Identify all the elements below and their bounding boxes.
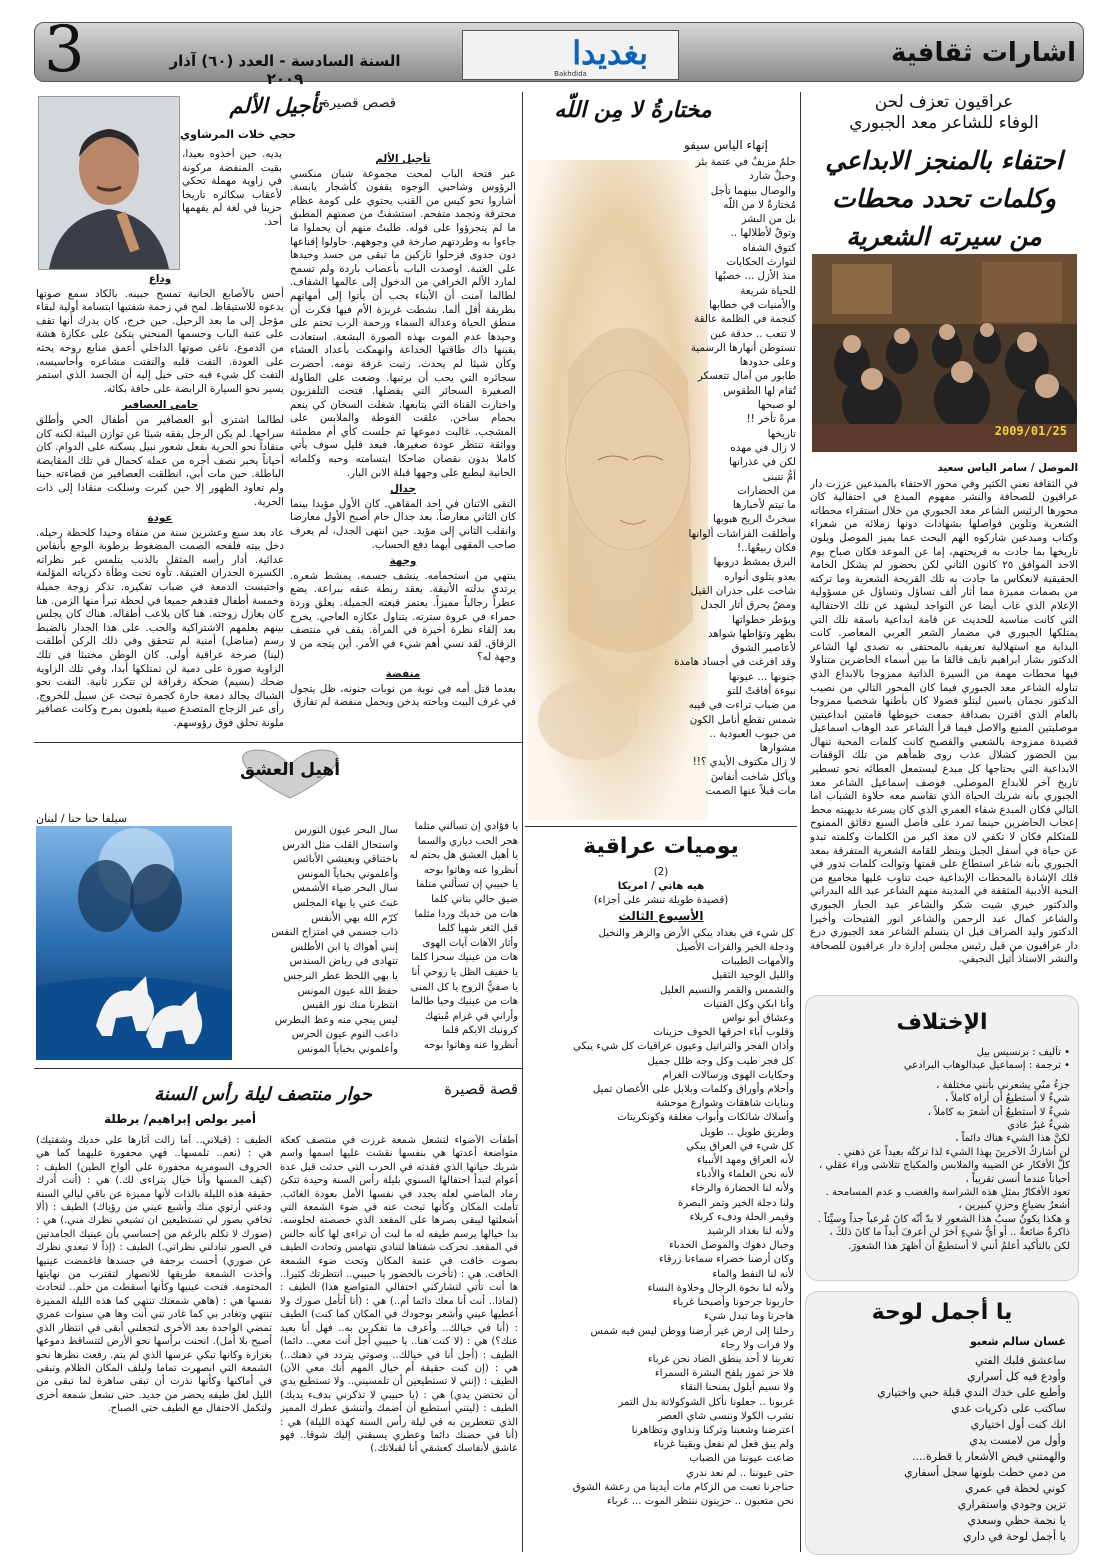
yawmiyat-week: الأسبوع الثالث [618, 908, 704, 923]
poem-line: من جيوب العبودية .. [709, 727, 796, 740]
poem-line: كنجمة في الظلمة عالقة [694, 313, 796, 326]
poem-line: ويؤطر خطواتها [731, 613, 796, 626]
poem-line: ولا نسيم أيلول يمنحنا النقاء [680, 1382, 794, 1394]
issue-line: السنة السادسة - العدد (٦٠) آذار ٢٠٠٩ [169, 52, 401, 88]
poem-line: للحياة شريعة [740, 284, 796, 297]
poem-line: وأطلقت الفراشات ألوانها [688, 527, 796, 540]
poem-line: وتوقٌ لأطلالها .. [730, 227, 796, 240]
poem-line: والشمس والقمر والنسيم العليل [660, 984, 794, 996]
portrait-image [39, 97, 179, 269]
ikhtilaf-poem [816, 1046, 1070, 1270]
poem-line: تستوطن أنهارها الرسمية [690, 341, 796, 354]
poem-line: من ضباب تراءت في قيبه [688, 699, 796, 712]
poem-line: وأودع فيه كل أسراري [967, 1370, 1066, 1383]
author-photo [38, 96, 180, 270]
poem-line: ولأنه لنا الحضارة والرخاء [690, 1183, 794, 1195]
poem-line: نشرب الكولا وننسى شاي العصر [657, 1410, 794, 1422]
poem-line: شيءٌ غيرُ عادي [1007, 1120, 1070, 1132]
poem-line: أشعرُ بضياعٍ وحزنٍ كبيرين ، [958, 1200, 1070, 1212]
poem-line: ولنا دجلة الخير وتمر البصرة [677, 1197, 794, 1209]
poem-line: حناجرنا تعبت من الزكام مات أيدينا من رعشة الشوق [572, 1481, 794, 1493]
poem-line: سال البحر ضياء الأشمس [292, 883, 398, 895]
audience-image [812, 254, 1077, 452]
poem-line: أنظروا عنه وهاتوا بوحه [423, 864, 518, 876]
story-title: وجهة [389, 555, 417, 568]
mukhtara-poem [612, 155, 796, 820]
ajmal-author: غسان سالم شعبو [969, 1335, 1066, 1348]
poem-line: و هكذا يكونُ سببُ هذا الشعورِ لا بدّ أنّه كانَ مُرعباً جداً وسيِّئاً . [817, 1213, 1070, 1225]
poem-line: وحبلٌ شارد [749, 170, 796, 183]
story-text: التقى الاثنان في احد المقاهي. كان الأول مؤيدا بينما كان الثاني معارضاً. بعد جدال حام أصبح الأول معارضا وانقلب الثاني إلى مؤيد. حين انتهى الجدل، لم يعرف صاحب المقهى أيهما دفع الحساب. [290, 497, 516, 551]
poem-line: كوني لحظة في عمري [964, 1482, 1066, 1495]
poem-line: وعلى حدودها [739, 356, 796, 369]
poem-line: ساكتب على ذكريات غدي [951, 1402, 1066, 1415]
poem-line: باختناقي وبعيشي الأبائس [292, 854, 398, 866]
poem-line: انك كنت أول اختياري [970, 1418, 1066, 1431]
section-rule [34, 742, 522, 743]
poem-line: وقيمر الحلة ودفء كربلاء [689, 1211, 794, 1223]
poem-line: نحن متعبون .. حزينون ننتظر الموت ... غرباء [606, 1495, 794, 1507]
poem-line: وقلوب آباء احرقها الخوف حزينات [653, 1027, 794, 1039]
poem-line: تغربنا لا أحد ينطق الضاد نحن غرباء [647, 1353, 794, 1365]
poem-line: شمس تقطع أنامل الكون [689, 713, 796, 726]
lovers-horses-image [36, 826, 232, 1060]
poem-line: وجبال دهوك والموصل الحدباء [668, 1240, 794, 1252]
poem-line: من الحضارات [737, 484, 796, 497]
yawmiyat-number: (2) [653, 867, 669, 878]
story-text: أطفأت الأضواء لتشعل شمعة غرزت في منتصف كعكة متواضعة أعدتها هي بنفسها نقشت عليها اسمها واسم شريك حياتها الذي فقدته في الحرب التي حدثت قبل عدة أعوام لتبدأ احتفالها السنوي بليلة رأس السنة وحيدة تتكئ رماد الماضي لعله يجدد في نفسها الأمل بعودة الغائب. تأملت المكان وكأنها تبحث عنه في ضوء الشمعة التي أشعلتها ليبقى بصرها على المقعد الذي خصصته لجلوسه. بدا خيالها يرسم طيفه له ما لبث أن تراءى لها كأنه جالس في المقعد. تحركت شفتاها لتنادي نتهامس وتحادث الطيف بصوت خافت في عتمة المكان وتحت ضوء الشمعة الخافت. هي : (تأخرت بالحضور يا حبيبي.. انتظرتك كثيرا.. ها أنت تأتي لتشاركني احتفالي المتواضع هذا) الطيف : (لماذا.. أنت أنا معك دائما أم..) هي : (أنا أتأمل صورك ولا أعطيها عيني وأشعر بوجودك في المكان كما كنت) الطيف : (أنا في خيالك.. وأعرف ما تفكرين به.. فهل أنا بعيد عنك؟) هي : (لا كنت هنا.. يا حبيبي أجل أنت معي.. دائما) الطيف : (أجل أنا في خيالك.. وصوتي يتردد في ذهنك..) هي : (إن كنت حقيقة أم خيال المهم أنك معي الآن) الطيف : (إنني لا تستطيعين أن تلمسيني.. ولا تستطيع يدي أن تحتضن يدي) هي : (يا حبيبي لا تذكرني بدفء يديك) الطيف : (ليتني أستطيع أن أضمك وأتنشق عطرك المميز الذي تتعطرين به في ليلة رأس السنة كهذه الليلة) هي : (أنا في حضنك دائما وعطري يسبقني إليك شوقا.. فهو عاشق لأنفاسك كعشقي أنا لقبلاتك.) [280, 1135, 518, 1455]
poem-line: مشوارها [759, 742, 796, 755]
poem-line: هات من خديك وردا مثلما [414, 908, 518, 920]
poem-line: سال البحر عيون النورس [294, 825, 398, 836]
yawmiyat-note: (قصيدة طويلة تنشر على أجزاء) [593, 895, 729, 907]
poem-line: اعترضنا وشعبنا وتركنا ونداوي وتظاهرنا [631, 1424, 794, 1436]
article-byline: الموصل / سامر الياس سعيد [937, 462, 1078, 474]
poem-line: والأمهات الطيبات [721, 956, 794, 968]
poem-line: ودجلة الخير والفرات الأصيل [676, 942, 794, 954]
poem-line: تاريخها [767, 427, 796, 440]
poem-line: كتوق الشفاه [742, 241, 796, 254]
poem-line: لن أشاركُ الآخرينَ بهذا الشيء لذا تركتُه بعيداً عن ذهني . [837, 1146, 1070, 1158]
poem-line: كرونيك الايكم قلما [441, 1025, 518, 1037]
poem-line: شيءٌ لا أستطيعُ أن أراه كاملاً ، [944, 1093, 1070, 1105]
poem-line: تعود الأفكارُ بمثلِ هذه الشراسة والغضب و عدم المسامحة . [825, 1187, 1070, 1199]
hiwar-right-column [280, 1134, 518, 1554]
poem-line: بظهر وتؤاطها شواهد [707, 627, 796, 640]
poem-line: أحياناً عندما أنسى تقريباً ، [965, 1173, 1070, 1185]
poem-line: يعدو يتلوى أنواره [724, 570, 796, 583]
poem-line: والهمتني فيض الأشعار يا قطرة.... [911, 1450, 1066, 1463]
poem-line: تزين وجودي واستقراري [957, 1498, 1066, 1511]
poem-line: هاجرنا وما تبدل شيء [703, 1311, 794, 1323]
headline-line-1: احتفاء بالمنجز الابداعي [825, 146, 1063, 175]
story-text: عاد بعد سبع وعشرين سنة من منفاه وحيدا كلحظة رحيله. دخل بيته فلفحه الصمت المضغوط برطوبة الوجع بأنفاس عدائية. أدار رأسه المثقل بالذنب يتلمس عبر نظراته الكسيرة الجدران العتيقة. تأوه تحت وطأة ذكرياته المؤلمة واحتبست الدمعة في ضباب تفكيره. تذكر زوجة جميلة وخمسة أطفال فقدهم جميعا في لحظة تبرأ منها الزمن. هنا كان يغازل زوجته. هنا كان يلاعب أطفاله. هناك كان يجلس بينهم يعلمهم الاشتراكية والحب. على هذا الجدار بالضبط رسم (مناضل) أمنية لم تتحقق وفي ذلك الركن أطلقت (لينا) صرخة عراقية أولى. كان الوطن مختبئا في تلك الزاوية صورة على دمية لن تمتلكها أبدا، وفي تلك الزاوية ضحك (بسيم) ضحكة رقراقة لن تتكرر ثانية. التفت نحو الشباك يجالد دمعة حارة كجمرة تبحث عن سبيل للخروج. رأى عبر الزجاج المتصدع صبية يلعبون بمرح وكانت عصافير ملونة تحلق فوق رؤوسهم. [36, 526, 284, 729]
poem-line: إنني أهواك يا ابن الأطلس [290, 941, 398, 953]
poem-line: لتوارث الحكايات [726, 256, 796, 269]
story-text: عبر فتحة الباب لمحت مجموعة شبان منكسي الرؤوس وشاحبي الوجوه يقفون كأشجار يابسة. أشاروا نحو كيس من القنب يحتوي على كومة عظام محترقة وتجمد متفحم. استشفتُ من صمتهم المطبق ما لم يتجرؤوا على قوله. طلبتُ منهم أن يحملوا ما جاءوا به وطردتهم صارخة في وجوههم. حاولوا إقناعها دون جدوى فرحلوا تاركين ما تبقى من جسد وحيدها على العتبة. اوصدت الباب بأعصاب باردة ولم تسمح لمارد الألم الخرافي من الدخول إلى عالمها الشفاف. لطالما آمنت أن الأبناء يجب أن يأتوا إلى أمهاتهم بطريقة أقل ألما. نشطت غريزة الأم فيها فكرت أن منطق الحياة وعدالة السماء ورحمة الرب تحتم على وحيدها عدم الموت بهذه الصورة البشعة. استعادت يقينها ذاك طاقتها الخداعة وانهمكت بأعداد العشاء وكأن شيئا لم يحدث. رتبت غرفة نومه. أحضرت سجائره التي يحب أن يرتبها. وضعت على الطاولة الصغيرة السجائر التي يفضلها. فتحت التلفزيون واختارت القناة التي يتابعها. شغلت السخان كي ينعم بحمام ساخن. علقت الفوطة والملابس على المشجب. غالبت دموعها ثم جلست كأي أم مطمئنة وواثقة تنتظر عودة صغيرها، فبعد قليل سوف يأتي كاملا بدون نقصان ضاحكا ابتسامته وحبه وكلماته الحانية ليطبع على وجهها قبلة الابن البار. [290, 167, 516, 479]
poem-line: يا أهيل العشق هل بحتم له [409, 850, 518, 862]
poem-line: وكان أرضنا خضراء سماءنا زرقاء [658, 1254, 794, 1266]
ikhtilaf-author: • تأليف : برنسيس بيل [976, 1047, 1070, 1058]
poem-line: ضيق حالي بناني كلما [431, 893, 518, 905]
poem-line: يا خفيف الظل يا روحي أنا [411, 966, 518, 978]
ahil-poem-a [400, 820, 518, 1064]
story-text: ينتهي من استحمامه. ينشف جسمه. يمشط شعره. يرتدي بدلته الأنيقة. يعقد ربطة عنقه ببراعة. يضع عطراً رجالياً مميزاً. يعتمر قبعته الجميلة. يعلق وردة حمراء في عروة سترته. يتناول عكازه العاجي. يخرج بعد إلقاء نظرة أخيرة في المرآة. يقف في منتصف الزقاق. لقد نسي أهم شيء في الأمر. أين يتجه من لا وجهة له؟ [290, 569, 516, 664]
section-title: اشارات ثقافية [891, 38, 1076, 68]
poem-line: ولأنه لنا بغداد الرشيد [706, 1226, 794, 1238]
kicker-line-2: الوفاء للشاعر معد الجبوري [849, 113, 1039, 133]
masthead [462, 30, 679, 80]
poem-line: لأعاصير الشوق [731, 642, 796, 655]
masthead-logo: بغديدا [572, 34, 648, 72]
poem-line: طابور من آمال تتعسكر [697, 370, 796, 383]
story-title: عودة [147, 512, 173, 525]
poem-line: حاربونا جرحونا وأصبحنا غرباء [672, 1297, 794, 1309]
section-rule [34, 1068, 522, 1069]
poem-line: مات قبلاً عنها الصمت [705, 785, 796, 798]
ikhtilaf-translator: • ترجمة : إسماعيل عبدالوهاب البرادعي [903, 1060, 1070, 1072]
poem-line: وحكايات الهوى ورسالات الغرام [662, 1069, 794, 1081]
poem-line: لكن في عذرانها [729, 456, 796, 469]
headline-line-3: من سيرته الشعرية [846, 222, 1042, 251]
poem-line: شاخت على جدران القيل [690, 584, 796, 597]
poem-line: تتهادى في رياض السندس [289, 956, 398, 968]
mukhtara-author: إنهاء الياس سيفو [684, 138, 768, 152]
poem-line: وبنايات شاهقات وشوارع موحشة [655, 1098, 794, 1110]
poem-line: لأنه لنا النفط والماء [712, 1268, 794, 1280]
poem-line: سخرتْ الريح هبوبها [713, 513, 796, 526]
story-title: تأجيل الألم [375, 153, 431, 165]
poem-line: كل شيء في بغداد يبكي الأرض والزهر والنخيل [598, 927, 794, 939]
article-headline [810, 142, 1078, 256]
story-text: يديه. حين أخذوه بعيدا، بقيت المنفضة مركونة في زاوية مهملة تحكي لأعقاب سكائره تاريخا حزينا في لغة لم يفهمها أحد. [182, 148, 282, 228]
poem-line: يا فؤادي إن تسألني متلما [414, 821, 518, 832]
tajil-continued-top [182, 148, 282, 268]
poem-line: لأنه العراق ومهد الأنبياء [697, 1155, 794, 1167]
lovers-artwork [36, 826, 232, 1060]
poem-line: حفظ الله عيون المونس [297, 985, 398, 997]
page-number: 3 [44, 13, 85, 87]
poem-line: هجر الحب دياري والسما [417, 835, 518, 847]
poem-line: يا صفيُّ الروح يا كل المنى [410, 981, 518, 993]
poem-line: وأعلموني بخباياً المونس [297, 1043, 398, 1055]
poem-line: انتظرنا منك نور القبس [302, 1000, 398, 1012]
tajil-kicker: قصص قصيرة.. [314, 96, 396, 111]
poem-line: والأمنيات في خطابها [708, 298, 796, 311]
article-body [810, 462, 1078, 974]
poem-line: ضاعت عيوننا من الضباب [689, 1453, 794, 1465]
poem-line: غبتَ عني يا بهاء المجلس [292, 897, 398, 909]
poem-line: ذاكرةٌ ضائعةٌ .. أو أيُّ شيءٍ آخرَ لن أعرفَ أبداً ما كانَ ذلكَ ، [829, 1227, 1070, 1239]
poem-line: وأسلاك شائكات وأبواب مغلقة وكونكريتات [617, 1112, 794, 1124]
poem-line: لكن بالتأكيد أعلمُ أنني لا أستطيعُ أن أظهرَ هذا الشعورَ. [848, 1240, 1070, 1252]
poem-line: كرّم الله بهي الأنفس [311, 912, 398, 924]
poem-line: ولا فرات ولا رجاء [720, 1339, 794, 1351]
poem-line: يا نجمة حظي وسعدي [967, 1514, 1066, 1527]
ahil-title: أهيل العشق [239, 760, 341, 780]
story-title: جدال [390, 483, 416, 496]
poem-line: يا حبيبي إن تسألني متلما [416, 879, 518, 891]
kicker-line-1: عراقيون تعزف لحن [874, 92, 1014, 112]
poem-line: وأطبع على خدك الندي قبلة حبي واختياري [877, 1386, 1066, 1399]
poem-line: وأعلموني بخباياً المونس [297, 868, 398, 880]
masthead-tagline: Bakhdida [554, 70, 587, 78]
yawmiyat-poem [528, 866, 794, 1556]
ajmal-title: يا أجمل لوحة [871, 1300, 1013, 1325]
poem-line: تُقام لها الطقوس [723, 384, 796, 397]
poem-line: ومضٌ يحرق أثار الجدل [700, 599, 796, 612]
poem-line: ذاب جسمي في امتزاج النفس [271, 927, 398, 939]
poem-line: داعب النوم عيون الحرس [291, 1029, 398, 1041]
article-kicker [810, 92, 1078, 134]
story-title: حامي العصافير [121, 399, 199, 412]
poem-line: وأذان الفجر والتراتيل وعيون عراقيات كل شيء يبكي [573, 1041, 794, 1053]
poem-line: منذ الأزل ... خصبُها [714, 270, 796, 283]
poem-line: وأراني في غرام مُبتهك [424, 1010, 518, 1022]
event-photo [812, 254, 1077, 452]
tajil-title: تأجيل الألم [229, 94, 323, 118]
ahil-poem-b [238, 824, 398, 1064]
poem-line: فلا حر تموز يلفح البشرة السمراء [654, 1368, 794, 1380]
poem-line: ليس ينجي منه وعظ البطرس [274, 1014, 398, 1026]
poem-line: ساعشق قلبك الفتي [974, 1354, 1066, 1367]
section-rule [525, 826, 797, 827]
poem-line: مرةً تأخر !! [746, 413, 796, 426]
poem-line: كل فجر طيب وكل وجه ظلل جميل [647, 1055, 794, 1067]
hiwar-left-column [36, 1134, 272, 1554]
mukhtara-title: مختارةُ لا مِن اللّه [554, 98, 712, 123]
poem-line: واستحال القلب مثل الدرس [282, 839, 398, 851]
poem-line: وأول من لامست يدي [969, 1434, 1066, 1447]
poem-line: والوصال بينهما تأجل [710, 184, 796, 197]
hiwar-title: حوار منتصف ليلة رأس السنة [154, 1084, 372, 1105]
story-title: منفضة [385, 667, 421, 680]
poem-line: لا زال مكتوف الأيدي ؟!! [692, 756, 796, 769]
yawmiyat-author: هيه هاني / امريكا [617, 881, 705, 893]
poem-line: غربونا .. جعلونا نأكل الشوكولاتة بدل التمر [618, 1396, 794, 1408]
poem-line: البرق يمشط دروبها [713, 556, 796, 569]
poem-line: لأنه نحن العلماء والأدباء [696, 1169, 794, 1181]
poem-line: لكنَّ هذا الشيء هناك دائماً ، [955, 1133, 1070, 1145]
poem-line: ولم يبق فعل لم نفعل وبقينا غرباء [653, 1439, 794, 1451]
poem-line: جزءُ منّي يشعرني بأنني مختلفة ، [936, 1079, 1070, 1091]
story-text: الطيف : (قبلاتي.. أما زالت آثارها على خديك وشفتيك) هي : (نعم.. تلمسها.. فهي محفورة عليهما كما هي الحروف السومرية محفورة على ألواح الطين) الطيف : (كيف المسها وأنا خيال يتراءى لك.) هي : (أنت أدرك حقيقة هذه الليلة بالذات لأنها مميزة عن باقي ليالي السنة ودعني أرتوي منك وأشبع عيني من رؤياك) الطيف : (ألا تخافي بصور لي تستطيعين ان تشبعي نظرك مني.) هي : (صورك لا تكلم بالرغم من إحساسي بأن عينيك الجامدتين في الصور تبادلني نظراتي.) الطيف : (إذاً لا تبعدي نظرك عن صوري) أحست برجفة في جسدها فاغمضت عينيها وأخذت الشمعة طريقها للانصهار لتقترب من نهايتها المحتومة. فتحت عينيها وكأنها أسقطت من حلم.. لتحادث نفسها هي : (هاهي شمعتك تنتهي كما هذه الليلة المميزة تنتهي وتغادر بي كما غادر تني أنت وها هي سنوات عمري تمضي الواحدة بعد الأخرى لتجعلني أبقى في انتظار الذي أصبح بلا أمل). انحنت برأسها نحو الأرض لتتساقط دموعها بغزارة وكانها تبكي عرسها الذي لم يتم. رفعت نظرها نحو الشمعة التي انصهرت تماما وليلف المكان الظلام وتبقى في أماكنها وكأنها نذرت أن تبقى ساهرة لما تبقى من الليل لعل طيفه يحضر من جديد. حتى تشعل شمعة أخرى ولتكمل الاحتفال مع الطيف حتى الصباح. [36, 1135, 272, 1415]
photo-date: 2009/01/25 [994, 424, 1067, 438]
poem-line: يا أجمل لوحة في داري [963, 1530, 1066, 1543]
hiwar-kicker: قصة قصيرة [444, 1080, 518, 1098]
poem-line: لا زال في مهده [730, 441, 796, 454]
poem-line: كل شيء في العراق يبكي [686, 1140, 794, 1152]
poem-line: وأنا ابكي وكل الفتيات [703, 998, 794, 1010]
poem-line: هات من عينيك سحرا كلما [411, 952, 518, 964]
poem-line: شيءٌ لا أستطيعُ أن أشعرَ به كاملاً ، [927, 1106, 1070, 1118]
column-rule [522, 92, 523, 1552]
article-text: في الثقافة تعني الكثير وفي محور الاحتفاء بالمبدعين عززت دار عراقيون للصحافة والنشر مفهوم المبدع في احتفالية كان محورها الرئيس الشاعر معد الجبوري من خلال استقراء محطاته الشعرية وتلوين فواصلها بشهادات دونها زملائه من شعراء وكتاب ومبدعين شاركوه الهم البحث عما يميز الموصل ويلون تاريخها بما جادت به قريحتهم، إما عن الموعد فكان صباح يوم الاحد الموافق ٢٥ كانون الثاني لكن بحضور لم يشكل الخامة الحقيقية لانعكاس ما جادت به تلك القريحة الشعرية وما تركته من بصمات مميزة مما أثار ألف تساؤل وتساؤل عن مسؤولية الإعلام الذي غاب أيضا عن التواجد ليشهد عن تلك الاحتفالية التي كانت مناسبة للحديث عن قامة ابداعية باسقة تلك التي يمتلكها الجبوري في مضمار الشعر العربي المعاصر. كانت البداية مع استهلالية تعريفية بالمحتفى به تصدى لها الشاعر الدكتور بشار ابراهيم نايف قالقا ما بين أسماء الحاضرين متناولا فيها محطات مهمة من السيرة الذاتية ممزوجا بالابداع الذي تناوله الشاعر معد الجبوري فيما كان المحور التالي من نصيب الدكتور نجمان ياسين ليتلو فصولا كان بأطنها شخصيا ممزوجا بالعام الذي اقترن بصداقة جمعت خيوطها قامتين ابداعيتين موصليتين المنيع والاصل فيما قرأ الشاعر عبد الوهاب اسماعيل قصيدة ممزوجة بالشعبي والفصيح كانت كلمات المحبة تنهال بين الحضور كشلال عذب روى ظمأهم من تلك الوقفات الابداعية التي يحتاجها كل مبدع ليستمعل العطائه نحو تسطير تاريخ آخر للابداع الموصلي. فوصف إسماعيل الشاعر معد الجبوري بأنه شريك الحياة الذي تقاسم معه حلاوة الشباب اما التالي فكان المبدع شفاء العمري الذي كان يسرعة بديهيته محط إعجاب الحاضرين حينما تمرد على فاصل السبع دقائق الممنوح للمتكلم فكان لا تكفي لان معد اكبر من الكلمات وكلمته تبدو عن حياة في أسفل الجبل وينظر للقامة الشعرية المتفرقة بمعد الجبوري بأنه شاعر استطاع على قمتها وتوالت كلمات تدور في فلك الإشادة بالمحطات الإبداعية حيث تناوب عليها مجاميع من النخبة الأدبية المثقفة في المدينة منهم الشاعر عبد الله البدراني والدكتور خيري شيت شكر والشاعر عبد الجبار الجبوري والشاعر كمال عبد الرحمن والشاعر انور الفتيحات وأخيرا الدكتور وليد الصراف قبل ان يتسلم الشاعر معد الجبوري درع دار عراقيون من قبل رئيس مجلس إدارة دار عراقيون للصحافة والنشر الاستاذ أثيل النجيفي. [810, 477, 1078, 966]
tajil-second-column [36, 270, 284, 740]
story-text: لطالما اشترى أبو العصافير من أطفال الحي وأطلق سراحها. لم يكن الرجل يفقه شيئا عن توازن البيئة لكنه كان منقاداً نحو الحرية بفعل شعور نبيل يسكنه على الدوام. كان أحياناً يخبر نصف أجره من عمله كحمال في تلك المقايضة الباطلة. حين مات أبي، انطلقت العصافير من قضاءته حينا ولم تعاود الظهور إلا حين كبرت وسلكت منقادا إلى ذات الحرية. [36, 413, 284, 508]
poem-line: أنظروا عنه وهاتوا بوحه [423, 1039, 518, 1051]
ikhtilaf-title: الإختلاف [896, 1010, 988, 1035]
tajil-main-column [290, 150, 516, 740]
poem-line: بل من البشر [741, 213, 796, 226]
poem-line: جنونها ... عيونها [728, 670, 796, 683]
poem-line: والليل الوحيد الثقيل [711, 970, 794, 982]
poem-line: أمُّ تتبنى [762, 470, 796, 483]
poem-line: مُختارةٌ لا من اللّه [723, 198, 796, 211]
poem-line: ما تيتم لأخبارها [732, 499, 796, 512]
poem-line: لا تتعب .. حدقة عين [710, 327, 796, 340]
headline-line-2: وكلمات تحدد محطات [832, 184, 1056, 213]
yawmiyat-title: يوميات عراقية [583, 834, 739, 859]
story-title: وداع [148, 273, 172, 285]
poem-line: وعشاق أبو نواس [722, 1013, 794, 1025]
poem-line: ويأكل شاخت أنفاسَ [710, 770, 796, 783]
story-text: أحس بالأصابع الحانية تمسح جبينه. بالكاد سمع صوتها يدعوه للاستيقاظ. لمح في زحمة شفتيها ابتسامة أولية لبقاء مؤجل إلى ما بعد الرحيل. حين خرج، كان يدرك أنها تقف على عتبة الباب وجسمها المنحني يتكئ على عكازة هشة من الدموع. ناغى صوتها الداخلي أعمق منابع روحه يحثه على العودة. التفت قلبه والتفتت مشاعره وأحاسيسه. التفت كل شيء فيه حتى خيل إليه أن الجسد الذي استمر يسير نحو السيارة الرابضة على حافة بكائه. [36, 287, 284, 395]
ahil-author: سيلفا حنا حنا / لبنان [36, 812, 128, 825]
poem-line: كلُّ الأفكار عن الضيبة والملابس والمكياج تتلاشى وراء عقلي ، [818, 1160, 1070, 1172]
story-text: بعدما قتل أمه في نوبة من نوبات جنونه، ظل يتجول في غرف البيت وباحته يدخن ويحمل منفضة لم تفارق [290, 682, 516, 709]
hiwar-author: أمير بولص إبراهيم/ برطلة [103, 1112, 256, 1126]
poem-line: وأحلام وأوراق وكلمات وبلابل على الأغصان تميل [592, 1084, 794, 1096]
poem-line: نبوءة أفاقتْ للتو [726, 684, 796, 697]
poem-line: وقد افرغت في أجساد هامدة [674, 656, 796, 669]
poem-line: وأثار الآهات آيات الهوى [422, 937, 518, 949]
poem-line: من دمي خطت بلونها سجل أسفاري [904, 1466, 1066, 1479]
poem-line: حلمٌ مزيفٌ في عتمة بئر [695, 156, 796, 168]
column-rule [800, 92, 801, 1552]
poem-line: لو صبحها [757, 399, 796, 412]
poem-line: ولأنه لنا نخوة الرجال وحلاوة النساء [647, 1282, 794, 1294]
poem-line: قبل الثغر شهيا كلما [437, 923, 518, 935]
poem-line: حتى عيوننا .. لم نعد ندري [685, 1467, 794, 1479]
poem-line: يا بهي اللحظ عطر النرجس [283, 970, 398, 982]
poem-line: هات من عينيك وحيا طالما [411, 996, 518, 1008]
poem-line: رحلنا إلى ارض غير أرضنا ووطن ليس فيه شمس [590, 1325, 794, 1337]
ajmal-poem [830, 1334, 1066, 1548]
tajil-author: حجي خلات المرشاوي [180, 128, 296, 141]
poem-line: وطريق طويل .. طويل [699, 1126, 794, 1138]
poem-line: فكان ربيعُها..! [736, 542, 796, 555]
